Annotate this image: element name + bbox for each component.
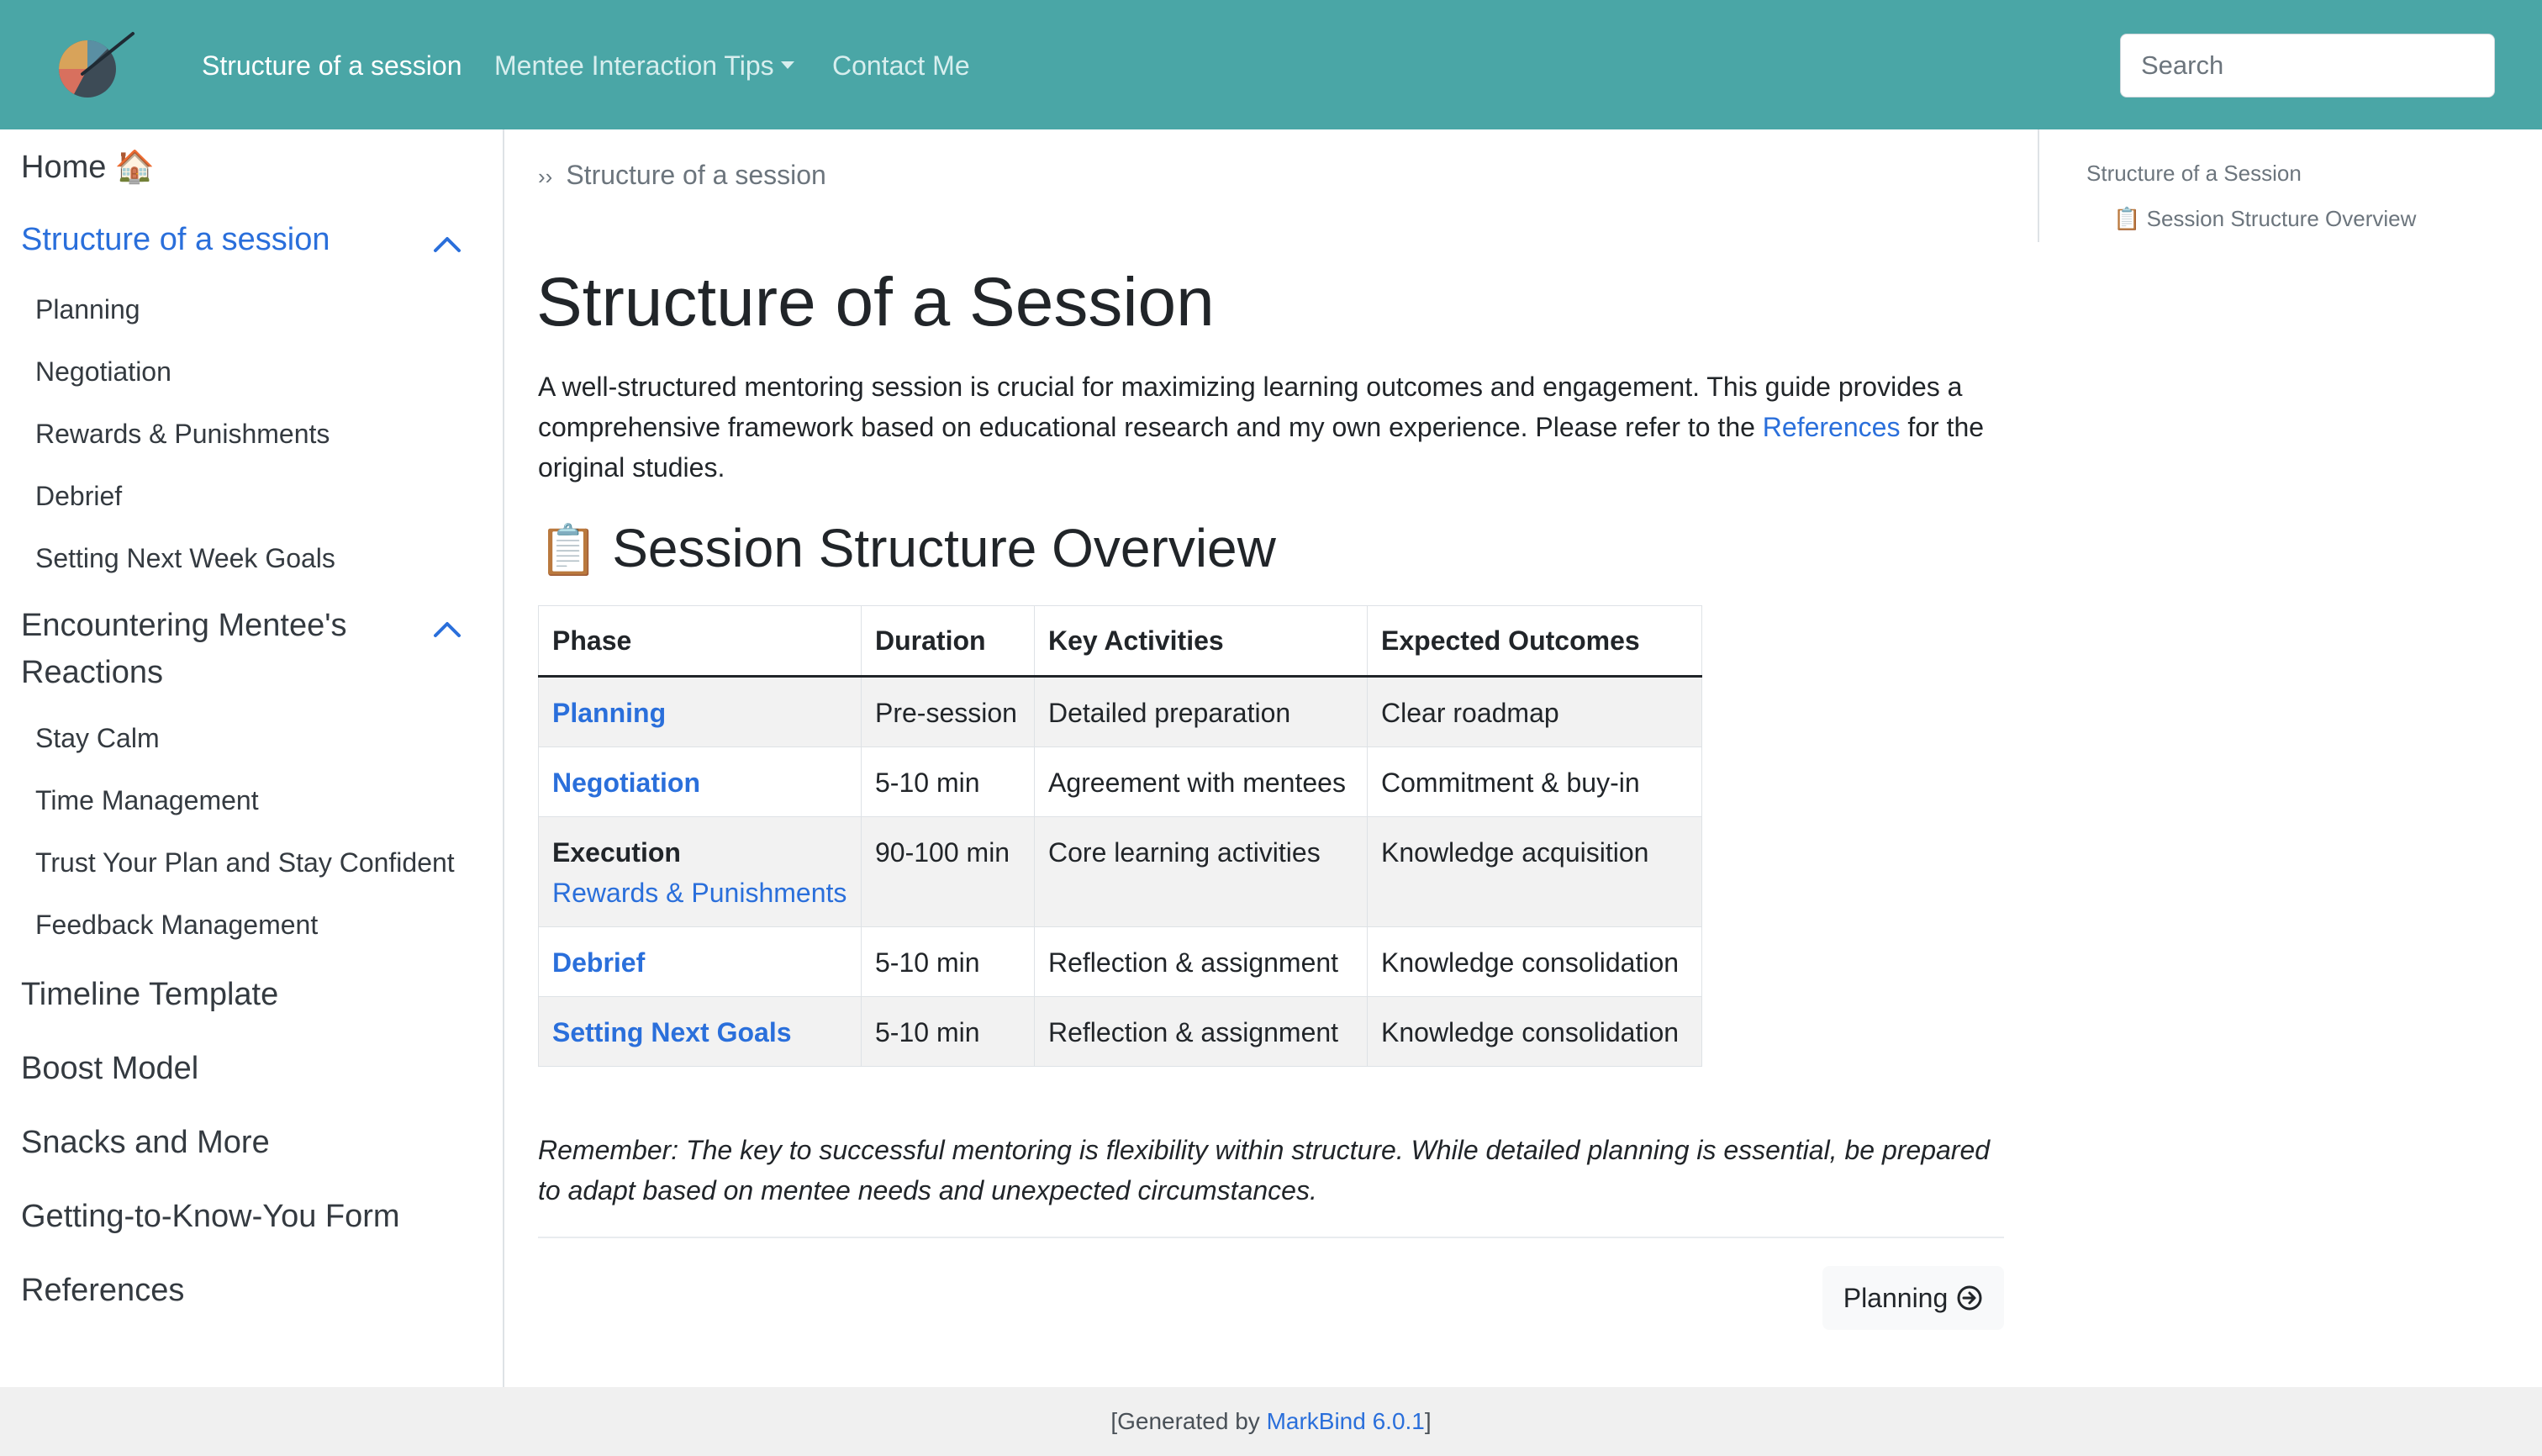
phase-link-debrief[interactable]: Debrief bbox=[552, 947, 646, 978]
arrow-circle-right-icon bbox=[1956, 1285, 1983, 1311]
table-cell-activities: Detailed preparation bbox=[1035, 677, 1368, 747]
chevron-up-icon[interactable] bbox=[430, 232, 464, 254]
sidebar-item-trust-plan[interactable]: Trust Your Plan and Stay Confident bbox=[35, 847, 455, 878]
table-cell-activities: Reflection & assignment bbox=[1035, 927, 1368, 997]
page-toc bbox=[2038, 129, 2542, 242]
table-header-row bbox=[539, 606, 1702, 677]
sidebar-item-debrief[interactable]: Debrief bbox=[35, 481, 123, 511]
phase-link-negotiation[interactable]: Negotiation bbox=[552, 768, 700, 798]
breadcrumb-separator: ›› bbox=[538, 164, 553, 189]
table-cell-duration: 5-10 min bbox=[862, 927, 1035, 997]
section-title bbox=[538, 514, 1276, 584]
column-header-activities: Key Activities bbox=[1035, 606, 1368, 677]
chevron-up-icon[interactable] bbox=[430, 617, 464, 639]
clipboard-icon: 📋 bbox=[538, 523, 599, 578]
sidebar-item-negotiation[interactable]: Negotiation bbox=[35, 356, 171, 387]
top-navbar bbox=[0, 0, 2542, 129]
footer-prefix: [Generated by bbox=[1110, 1408, 1267, 1434]
sidebar-item-rewards[interactable]: Rewards & Punishments bbox=[35, 419, 330, 449]
table-row bbox=[539, 997, 1702, 1067]
sidebar-item-reactions[interactable]: Encountering Mentee's Reactions bbox=[21, 608, 347, 690]
table-cell-duration: 5-10 min bbox=[862, 747, 1035, 817]
sidebar-item-timeline[interactable]: Timeline Template bbox=[21, 977, 279, 1012]
table-cell-phase bbox=[539, 817, 862, 927]
section-title-text: Session Structure Overview bbox=[612, 518, 1276, 578]
phase-link-next-goals[interactable]: Setting Next Goals bbox=[552, 1017, 792, 1047]
table-cell-outcomes: Knowledge consolidation bbox=[1368, 997, 1702, 1067]
table-row bbox=[539, 927, 1702, 997]
column-header-duration: Duration bbox=[862, 606, 1035, 677]
phase-link-planning[interactable]: Planning bbox=[552, 698, 667, 728]
table-cell-outcomes: Knowledge acquisition bbox=[1368, 817, 1702, 927]
phase-label-execution: Execution bbox=[552, 837, 681, 868]
next-page-label: Planning bbox=[1843, 1282, 1949, 1313]
table-cell-phase bbox=[539, 997, 862, 1067]
table-cell-activities: Agreement with mentees bbox=[1035, 747, 1368, 817]
breadcrumb-current: Structure of a session bbox=[566, 160, 826, 190]
column-header-outcomes: Expected Outcomes bbox=[1368, 606, 1702, 677]
sidebar-item-references[interactable]: References bbox=[21, 1273, 185, 1308]
sidebar-item-home[interactable]: Home 🏠 bbox=[21, 150, 156, 185]
session-structure-table bbox=[538, 605, 1702, 1067]
breadcrumb bbox=[538, 156, 826, 195]
page-title: Structure of a Session bbox=[536, 264, 1215, 340]
next-page-button[interactable] bbox=[1822, 1266, 2004, 1330]
table-cell-activities: Reflection & assignment bbox=[1035, 997, 1368, 1067]
table-cell-outcomes: Clear roadmap bbox=[1368, 677, 1702, 747]
dropdown-caret-icon bbox=[781, 61, 794, 69]
sidebar-item-next-week-goals[interactable]: Setting Next Week Goals bbox=[35, 543, 335, 573]
intro-text-end: for the original studies. bbox=[538, 412, 1985, 483]
nav-link-mentee-tips-label: Mentee Interaction Tips bbox=[494, 50, 774, 81]
footer bbox=[0, 1387, 2542, 1456]
content-divider bbox=[538, 1237, 2004, 1238]
search-input[interactable] bbox=[2120, 34, 2495, 98]
nav-link-contact[interactable]: Contact Me bbox=[832, 50, 970, 81]
intro-text: A well-structured mentoring session is crucial for maximizing learning outcomes and engagement. This guide provides a comprehensive framework based on educational research and my own experience. Please refer to the bbox=[538, 372, 1963, 442]
sidebar-item-planning[interactable]: Planning bbox=[35, 294, 140, 324]
toc-item-overview[interactable]: 📋 Session Structure Overview bbox=[2113, 206, 2417, 231]
sidebar-item-boost-model[interactable]: Boost Model bbox=[21, 1051, 199, 1086]
toc-item-structure[interactable]: Structure of a Session bbox=[2086, 161, 2302, 186]
nav-link-structure[interactable]: Structure of a session bbox=[202, 50, 462, 81]
table-cell-phase bbox=[539, 747, 862, 817]
table-cell-duration: 90-100 min bbox=[862, 817, 1035, 927]
footer-suffix: ] bbox=[1424, 1408, 1432, 1434]
table-cell-phase bbox=[539, 927, 862, 997]
table-row bbox=[539, 817, 1702, 927]
table-cell-outcomes: Commitment & buy-in bbox=[1368, 747, 1702, 817]
phase-link-rewards[interactable]: Rewards & Punishments bbox=[552, 878, 847, 908]
remember-note: Remember: The key to successful mentoring is flexibility within structure. While detailed planning is essential, be prepared to adapt based on mentee needs and unexpected circumstances. bbox=[538, 1135, 1991, 1205]
sidebar-item-snacks[interactable]: Snacks and More bbox=[21, 1125, 270, 1160]
table-cell-activities: Core learning activities bbox=[1035, 817, 1368, 927]
pie-chart-logo-icon[interactable] bbox=[49, 30, 136, 101]
table-row bbox=[539, 747, 1702, 817]
references-link[interactable]: References bbox=[1762, 412, 1901, 442]
table-cell-outcomes: Knowledge consolidation bbox=[1368, 927, 1702, 997]
sidebar-item-time-management[interactable]: Time Management bbox=[35, 785, 259, 815]
intro-paragraph bbox=[538, 367, 2017, 488]
markbind-link[interactable]: MarkBind 6.0.1 bbox=[1266, 1408, 1425, 1434]
table-cell-phase bbox=[539, 677, 862, 747]
sidebar-item-stay-calm[interactable]: Stay Calm bbox=[35, 723, 160, 753]
column-header-phase: Phase bbox=[539, 606, 862, 677]
sidebar-item-feedback[interactable]: Feedback Management bbox=[35, 910, 319, 940]
table-row bbox=[539, 677, 1702, 747]
table-cell-duration: Pre-session bbox=[862, 677, 1035, 747]
sidebar-item-gtky-form[interactable]: Getting-to-Know-You Form bbox=[21, 1199, 400, 1234]
nav-link-mentee-tips[interactable] bbox=[494, 47, 794, 84]
site-nav-sidebar bbox=[0, 129, 504, 1387]
sidebar-item-structure[interactable]: Structure of a session bbox=[21, 222, 330, 257]
table-cell-duration: 5-10 min bbox=[862, 997, 1035, 1067]
